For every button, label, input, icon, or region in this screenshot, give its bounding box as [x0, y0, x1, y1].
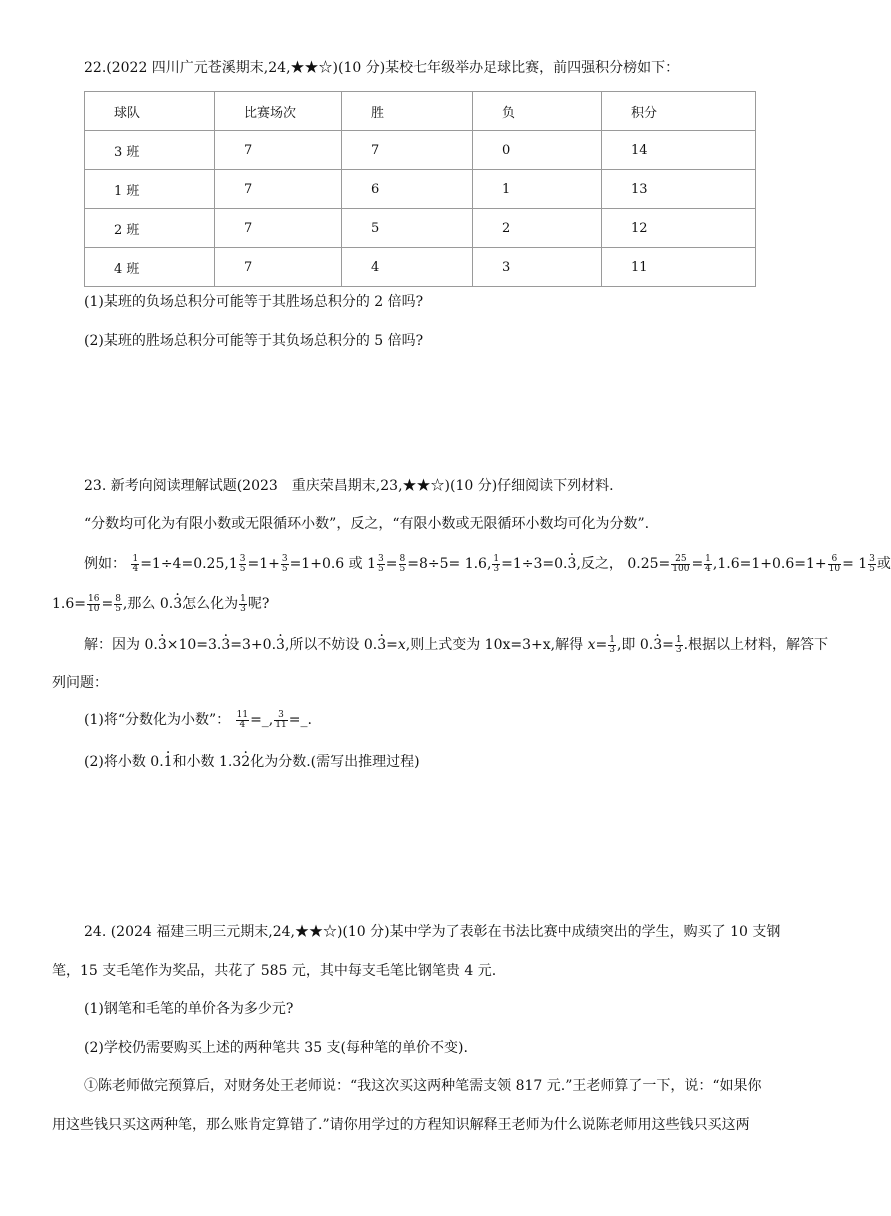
- table-header-cell: 比赛场次: [215, 92, 342, 131]
- fraction-one-third: $\frac{1}{3}$: [240, 593, 246, 614]
- fraction-three-fifths: $\frac{3}{5}$: [281, 553, 288, 574]
- fraction-one-fourth: $\frac{1}{4}$: [705, 553, 711, 574]
- table-cell: 7: [215, 131, 342, 170]
- q23-intro: “分数均可化为有限小数或无限循环小数”，反之，“有限小数或无限循环小数均可化为分数”.: [84, 516, 650, 532]
- table-cell: 7: [215, 248, 342, 287]
- table-header-cell: 球队: [85, 92, 215, 131]
- table-header-cell: 积分: [602, 92, 756, 131]
- fraction-one-third: $\frac{1}{3}$: [609, 634, 615, 655]
- answer-blank[interactable]: _: [300, 712, 308, 728]
- q24-sub1-line2: 用这些钱只买这两种笔，那么账肯定算错了.”请你用学过的方程知识解释王老师为什么说陈老师用这些钱只买这两: [52, 1117, 750, 1133]
- table-cell: 7: [342, 131, 473, 170]
- repeating-digit: 3 ·: [276, 633, 285, 657]
- table-cell: 2 班: [85, 209, 215, 248]
- repeating-digit: 3 ·: [221, 633, 230, 657]
- q22-header: 22.(2022 四川广元苍溪期末,24,★★☆)(10 分)某校七年级举办足球比赛，前四强积分榜如下：: [84, 60, 680, 76]
- table-cell: 5: [342, 209, 473, 248]
- repeating-digit: 2 ·: [241, 752, 250, 772]
- table-cell: 11: [602, 248, 756, 287]
- table-cell: 1 班: [85, 170, 215, 209]
- table-row: [85, 248, 756, 287]
- fraction-three-fifths: $\frac{3}{5}$: [239, 553, 246, 574]
- repeating-digit: 3 ·: [653, 633, 662, 657]
- q24-part1: (1)钢笔和毛笔的单价各为多少元?: [84, 1001, 294, 1017]
- example-lead: 例如：: [84, 556, 126, 572]
- table-header-cell: 负: [473, 92, 602, 131]
- q24-header-line1: 24. (2024 福建三明三元期末,24,★★☆)(10 分)某中学为了表彰在书法比赛中成绩突出的学生，购买了 10 支钢: [84, 924, 781, 940]
- table-cell: 7: [215, 170, 342, 209]
- q23-solution-line1: 解：因为 0.3 ·×10=3.3 ·=3+0.3 ·,所以不妨设 0.3 ·=x,则上式变为 10x=3+x,解得 x= $\frac{1}{3}$ ,即 0.3 ·= $\frac{1}{3}$ .根据以上材料，解答下: [84, 633, 828, 657]
- table-cell: 6: [342, 170, 473, 209]
- table-cell: 7: [215, 209, 342, 248]
- answer-blank[interactable]: _: [261, 712, 269, 728]
- fraction-11-4: $\frac{11}{4}$: [236, 709, 249, 730]
- fraction-three-fifths: $\frac{3}{5}$: [869, 553, 875, 574]
- table-header-row: [85, 92, 756, 131]
- fraction-16-10: $\frac{16}{10}$: [88, 593, 100, 614]
- repeating-digit: 3 ·: [568, 552, 577, 576]
- fraction-one-fourth: $\frac{1}{4}$: [132, 553, 139, 574]
- repeating-digit: 3 ·: [173, 592, 182, 616]
- q23-header: 23. 新考向阅读理解试题(2023 重庆荣昌期末,23,★★☆)(10 分)仔细阅读下列材料.: [84, 478, 614, 494]
- q23-part2: (2)将小数 0.1 ·和小数 1.32 ·化为分数.(需写出推理过程): [84, 752, 420, 772]
- table-cell: 4 班: [85, 248, 215, 287]
- fraction-six-tenths: $\frac{6}{10}$: [828, 553, 841, 574]
- q22-part2: (2)某班的胜场总积分可能等于其负场总积分的 5 倍吗?: [84, 333, 424, 349]
- score-table: [84, 91, 756, 287]
- fraction-one-third: $\frac{1}{3}$: [493, 553, 500, 574]
- q23-example-line2: 1.6= $\frac{16}{10}$ = $\frac{8}{5}$ ,那么 0.3 ·怎么化为 $\frac{1}{3}$ 呢?: [52, 592, 269, 616]
- q24-part2: (2)学校仍需要购买上述的两种笔共 35 支(每种笔的单价不变).: [84, 1040, 468, 1056]
- q23-part1: (1)将“分数化为小数”： $\frac{11}{4}$ =_, $\frac{3}{11}$ =_.: [84, 709, 312, 730]
- table-cell: 3: [473, 248, 602, 287]
- fraction-one-third: $\frac{1}{3}$: [675, 634, 682, 655]
- repeating-digit: 3 ·: [377, 633, 386, 657]
- q24-header-line2: 笔，15 支毛笔作为奖品，共花了 585 元，其中每支毛笔比钢笔贵 4 元.: [52, 963, 497, 979]
- fraction-3-11: $\frac{3}{11}$: [275, 709, 287, 730]
- table-cell: 12: [602, 209, 756, 248]
- fraction-eight-fifths: $\frac{8}{5}$: [115, 593, 121, 614]
- table-cell: 4: [342, 248, 473, 287]
- table-row: [85, 131, 756, 170]
- q24-sub1-line1: ①陈老师做完预算后，对财务处王老师说：“我这次买这两种笔需支领 817 元.”王老师算了一下，说：“如果你: [84, 1078, 762, 1094]
- table-cell: 3 班: [85, 131, 215, 170]
- repeating-digit: 1 ·: [164, 752, 173, 772]
- table-cell: 0: [473, 131, 602, 170]
- table-cell: 2: [473, 209, 602, 248]
- fraction-three-fifths: $\frac{3}{5}$: [378, 553, 384, 574]
- q23-solution-line2: 列问题：: [52, 675, 108, 691]
- q23-example-line1: 例如： $\frac{1}{4}$ =1÷4=0.25,1 $\frac{3}{5}$ =1+ $\frac{3}{5}$ =1+0.6 或 1 $\frac{3}{5}$ = $\frac{8}{5}$ =8÷5= 1.6, $\frac{1}{3}$ =1÷3=0.3 ·,反之， 0.25= $\frac{25}{100}$ = $\frac{1}{4}$ ,1.6=1+0.6=1+ $\frac{6}{10}$ = 1 $\frac{3}{5}$ 或: [84, 552, 891, 576]
- table-row: [85, 209, 756, 248]
- table-header-cell: 胜: [342, 92, 473, 131]
- table-row: [85, 170, 756, 209]
- q22-part1: (1)某班的负场总积分可能等于其胜场总积分的 2 倍吗?: [84, 294, 424, 310]
- table-cell: 1: [473, 170, 602, 209]
- fraction-eight-fifths: $\frac{8}{5}$: [399, 553, 406, 574]
- table-cell: 13: [602, 170, 756, 209]
- repeating-digit: 3 ·: [158, 633, 167, 657]
- table-cell: 14: [602, 131, 756, 170]
- fraction-25-100: $\frac{25}{100}$: [672, 553, 690, 574]
